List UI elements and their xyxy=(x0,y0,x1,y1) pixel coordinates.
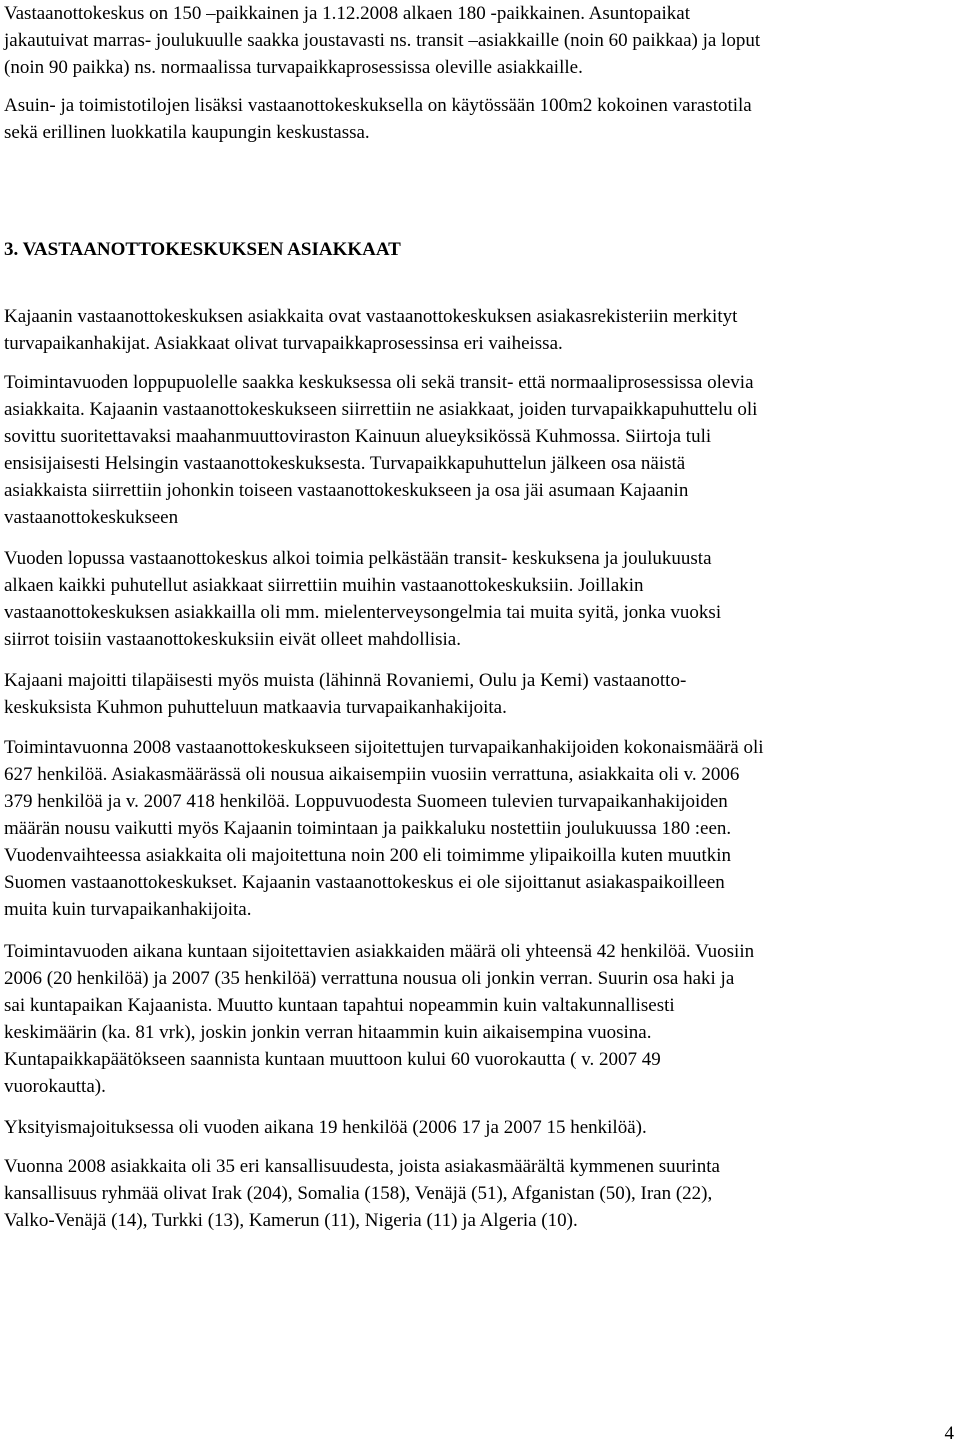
paragraph-private-accommodation xyxy=(4,1114,956,1141)
intro-paragraph-premises xyxy=(4,92,956,146)
section-heading xyxy=(4,236,956,263)
text-line: vuorokautta). xyxy=(4,1076,106,1097)
text-line: Vastaanottokeskus on 150 –paikkainen ja 1.12.2008 alkaen 180 -paikkainen. Asuntopaikat xyxy=(4,3,690,24)
text-line: asiakkaista siirrettiin johonkin toiseen vastaanottokeskukseen ja osa jäi asumaan Kajaanin xyxy=(4,480,689,501)
page-number: 4 xyxy=(944,1423,954,1444)
section-title: 3. VASTAANOTTOKESKUKSEN ASIAKKAAT xyxy=(4,239,401,260)
text-line: sovittu suoritettavaksi maahanmuuttoviraston Kainuun alueyksikössä Kuhmossa. Siirtoja tuli xyxy=(4,426,712,447)
paragraph-year-end xyxy=(4,545,956,653)
text-line: Kajaani majoitti tilapäisesti myös muista (lähinnä Rovaniemi, Oulu ja Kemi) vastaanotto- xyxy=(4,670,687,691)
text-line: vastaanottokeskuksen asiakkailla oli mm. mielenterveysongelmia tai muita syitä, jonka vuoksi xyxy=(4,602,722,623)
text-line: Kuntapaikkapäätökseen saannista kuntaan muuttoon kului 60 vuorokautta ( v. 2007 49 xyxy=(4,1049,661,1070)
text-line: Vuoden lopussa vastaanottokeskus alkoi toimia pelkästään transit- keskuksena ja joulukuusta xyxy=(4,548,712,569)
paragraph-municipal-placement xyxy=(4,938,956,1100)
paragraph-client-counts xyxy=(4,734,956,923)
text-line: 627 henkilöä. Asiakasmäärässä oli nousua aikaisempiin vuosiin verrattuna, asiakkaita oli v. 2006 xyxy=(4,764,740,785)
text-line: määrän nousu vaikutti myös Kajaanin toimintaan ja paikkaluku nostettiin joulukuussa 180 :een. xyxy=(4,818,732,839)
text-line: keskimäärin (ka. 81 vrk), joskin jonkin verran hitaammin kuin aikaisempina vuosina. xyxy=(4,1022,652,1043)
text-line: sai kuntapaikan Kajaanista. Muutto kuntaan tapahtui nopeammin kuin valtakunnallisesti xyxy=(4,995,675,1016)
text-line: turvapaikanhakijat. Asiakkaat olivat turvapaikkaprosessinsa eri vaiheissa. xyxy=(4,333,563,354)
text-line: siirrot toisiin vastaanottokeskuksiin eivät olleet mahdollisia. xyxy=(4,629,461,650)
text-line: (noin 90 paikka) ns. normaalissa turvapaikkaprosessissa oleville asiakkaille. xyxy=(4,57,583,78)
text-line: asiakkaita. Kajaanin vastaanottokeskukseen siirrettiin ne asiakkaat, joiden turvapaikkapuhuttelu oli xyxy=(4,399,758,420)
text-line: 379 henkilöä ja v. 2007 418 henkilöä. Loppuvuodesta Suomeen tulevien turvapaikanhakijoiden xyxy=(4,791,728,812)
paragraph-clients xyxy=(4,303,956,357)
text-line: keskuksista Kuhmon puhutteluun matkaavia turvapaikanhakijoita. xyxy=(4,697,507,718)
text-line: Valko-Venäjä (14), Turkki (13), Kamerun (11), Nigeria (11) ja Algeria (10). xyxy=(4,1210,578,1231)
text-line: muita kuin turvapaikanhakijoita. xyxy=(4,899,252,920)
paragraph-nationalities xyxy=(4,1153,956,1234)
paragraph-transfers xyxy=(4,369,956,531)
text-line: sekä erillinen luokkatila kaupungin keskustassa. xyxy=(4,122,370,143)
text-line: jakautuivat marras- joulukuulle saakka joustavasti ns. transit –asiakkaille (noin 60 paikkaa) ja loput xyxy=(4,30,761,51)
text-line: Toimintavuoden loppupuolelle saakka keskuksessa oli sekä transit- että normaaliprosessissa olevia xyxy=(4,372,754,393)
text-line: Vuonna 2008 asiakkaita oli 35 eri kansallisuudesta, joista asiakasmäärältä kymmenen suurinta xyxy=(4,1156,720,1177)
text-line: Kajaanin vastaanottokeskuksen asiakkaita ovat vastaanottokeskuksen asiakasrekisteriin merkityt xyxy=(4,306,738,327)
text-line: Toimintavuonna 2008 vastaanottokeskukseen sijoitettujen turvapaikanhakijoiden kokonaismäärä oli xyxy=(4,737,764,758)
text-line: ensisijaisesti Helsingin vastaanottokeskuksesta. Turvapaikkapuhuttelun jälkeen osa näistä xyxy=(4,453,686,474)
text-line: alkaen kaikki puhutellut asiakkaat siirrettiin muihin vastaanottokeskuksiin. Joillakin xyxy=(4,575,644,596)
intro-paragraph-capacity xyxy=(4,0,956,81)
text-line: Asuin- ja toimistotilojen lisäksi vastaanottokeskuksella on käytössään 100m2 kokoinen varastotila xyxy=(4,95,752,116)
text-line: 2006 (20 henkilöä) ja 2007 (35 henkilöä) verrattuna nousua oli jonkin verran. Suurin osa haki ja xyxy=(4,968,735,989)
text-line: vastaanottokeskukseen xyxy=(4,507,179,528)
text-line: Yksityismajoituksessa oli vuoden aikana 19 henkilöä (2006 17 ja 2007 15 henkilöä). xyxy=(4,1117,647,1138)
text-line: kansallisuus ryhmää olivat Irak (204), Somalia (158), Venäjä (51), Afganistan (50), Iran (22), xyxy=(4,1183,713,1204)
text-line: Suomen vastaanottokeskukset. Kajaanin vastaanottokeskus ei ole sijoittanut asiakaspaikoilleen xyxy=(4,872,725,893)
text-line: Toimintavuoden aikana kuntaan sijoitettavien asiakkaiden määrä oli yhteensä 42 henkilöä. Vuosiin xyxy=(4,941,755,962)
paragraph-temporary-accommodation xyxy=(4,667,956,721)
text-line: Vuodenvaihteessa asiakkaita oli majoitettuna noin 200 eli toimimme ylipaikoilla kuten muutkin xyxy=(4,845,732,866)
